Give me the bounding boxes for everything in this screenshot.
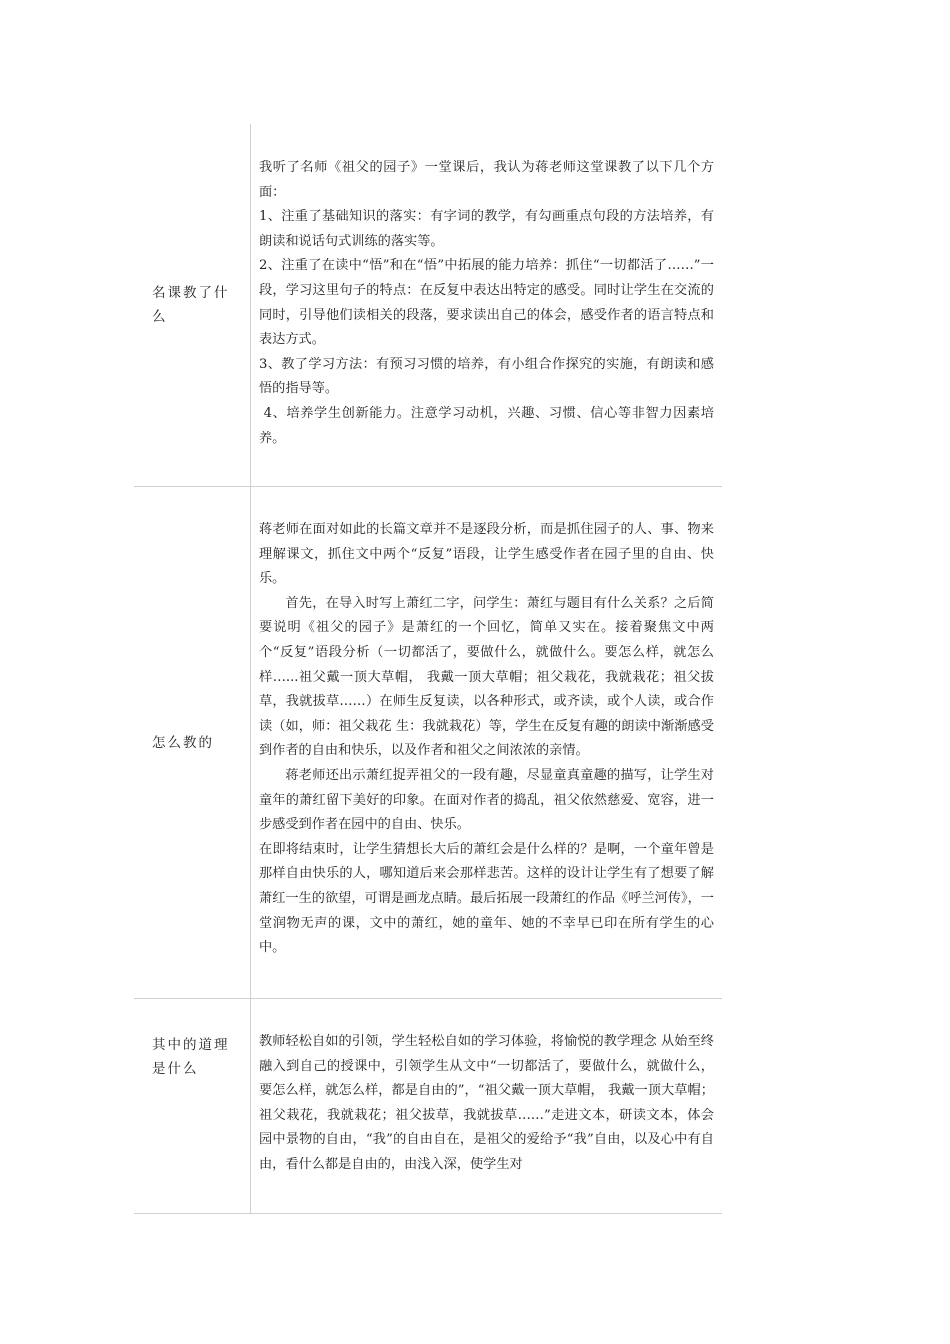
row-label-reasoning: 其中的道理是什么 (134, 999, 251, 1213)
row-content-how-taught (251, 487, 722, 998)
row-label-what-taught: 名课教了什么 (134, 124, 251, 486)
paragraph: 1、注重了基础知识的落实：有字词的教学，有勾画重点句段的方法培养，有朗读和说话句式训练的落实等。 (259, 209, 714, 249)
table-row-how-taught (134, 487, 722, 999)
row-content-reasoning (251, 999, 722, 1213)
paragraph: 2、注重了在读中“悟”和在“悟”中拓展的能力培养：抓住“一切都活了……”一段，学习这里句子的特点：在反复中表达出特定的感受。同时让学生在交流的同时，引导他们读相关的段落，要求读出自己的体会，感受作者的语言特点和表达方式。 (259, 258, 714, 348)
table-row-reasoning (134, 999, 722, 1214)
row-content-what-taught (251, 124, 722, 486)
paragraph: 蒋老师还出示萧红捉弄祖父的一段有趣，尽显童真童趣的描写，让学生对童年的萧红留下美好的印象。在面对作者的捣乱，祖父依然慈爱、宽容，进一步感受到作者在园中的自由、快乐。 (259, 767, 714, 833)
paragraph: 蒋老师在面对如此的长篇文章并不是逐段分析，而是抓住园子的人、事、物来理解课文，抓住文中两个“反复”语段，让学生感受作者在园子里的自由、快乐。 (259, 522, 714, 587)
reflection-table (134, 124, 722, 1214)
paragraph: 4、培养学生创新能力。注意学习动机，兴趣、习惯、信心等非智力因素培养。 (259, 405, 714, 446)
table-row-what-taught (134, 124, 722, 487)
paragraph: 教师轻松自如的引领，学生轻松自如的学习体验，将愉悦的教学理念 从始至终融入到自己的授课中，引领学生从文中“一切都活了，要做什么，就做什么，要怎么样，就怎么样，都是自由的”，“祖父戴一顶大草帽， 我戴一顶大草帽；祖父栽花，我就栽花；祖父拔草，我就拔草……”走进文本，研读文本，体会园中景物的自由，“我”的自由自在，是祖父的爱给予“我”自由，以及心中有自由，看什么都是自由的，由浅入深，使学生对 (259, 1034, 714, 1172)
paragraph: 首先，在导入时写上萧红二字，问学生：萧红与题目有什么关系？之后简要说明《祖父的园子》是萧红的一个回忆，简单又实在。接着聚焦文中两个“反复”语段分析（一切都活了，要做什么，就做什么。要怎么样，就怎么样…...祖父戴一顶大草帽， 我戴一顶大草帽；祖父栽花，我就栽花；祖父拔草，我就拔草……）在师生反复读，以各种形式，或齐读，或个人读，或合作读（如，师：祖父栽花 生：我就栽花）等，学生在反复有趣的朗读中渐渐感受到作者的自由和快乐，以及作者和祖父之间浓浓的亲情。 (259, 595, 714, 759)
row-label-how-taught: 怎么教的 (134, 487, 251, 998)
paragraph: 在即将结束时，让学生猜想长大后的萧红会是什么样的？是啊，一个童年曾是那样自由快乐的人，哪知道后来会那样悲苦。这样的设计让学生有了想要了解萧红一生的欲望，可谓是画龙点睛。最后拓展一段萧红的作品《呼兰河传》，一堂润物无声的课，文中的萧红，她的童年、她的不幸早已印在所有学生的心中。 (259, 841, 714, 956)
paragraph: 3、教了学习方法：有预习习惯的培养，有小组合作探究的实施，有朗读和感悟的指导等。 (259, 356, 714, 397)
paragraph: 我听了名师《祖父的园子》一堂课后，我认为蒋老师这堂课教了以下几个方面： (259, 160, 714, 200)
